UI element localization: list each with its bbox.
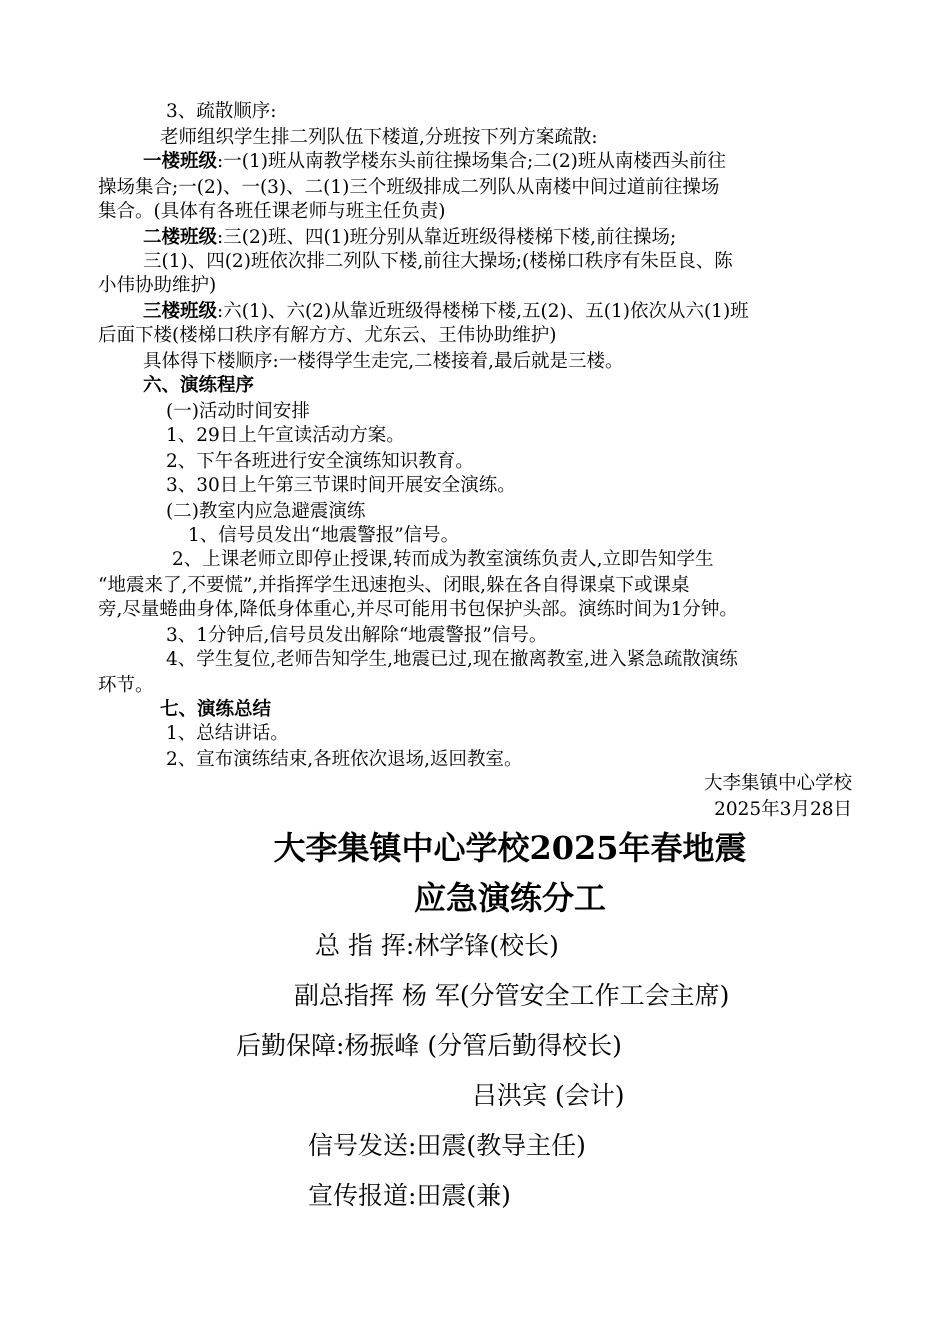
text-line: 2、上课老师立即停止授课,转而成为教室演练负责人,立即告知学生 (172, 549, 714, 570)
text-line: 1、29日上午宣读活动方案。 (166, 425, 405, 446)
section-6-heading: 六、演练程序 (143, 375, 255, 396)
role-signal: 信号发送:田震(教导主任) (308, 1131, 586, 1160)
text-line: 2、宣布演练结束,各班依次退场,返回教室。 (166, 749, 523, 770)
text-line: 集合。(具体有各班任课老师与班主任负责) (98, 201, 446, 222)
text-line: 2、下午各班进行安全演练知识教育。 (166, 451, 474, 472)
document-subtitle: 应急演练分工 (413, 879, 606, 917)
role-logistics: 后勤保障:杨振峰 (分管后勤得校长) (236, 1031, 622, 1060)
text-line: 后面下楼(楼梯口秩序有解方方、尤东云、王伟协助维护) (98, 325, 557, 346)
text-line: 三(1)、四(2)班依次排二列队下楼,前往大操场;(楼梯口秩序有朱臣良、陈 (143, 251, 733, 272)
text-line: 1、总结讲话。 (166, 723, 289, 744)
text-line: 操场集合;一(2)、一(3)、二(1)三个班级排成二列队从南楼中间过道前往操场 (98, 177, 720, 198)
text-line: 4、学生复位,老师告知学生,地震已过,现在撤离教室,进入紧急疏散演练 (166, 649, 738, 670)
role-publicity: 宣传报道:田震(兼) (308, 1181, 511, 1210)
text-line: “地震来了,不要慌”,并指挥学生迅速抱头、闭眼,躲在各自得课桌下或课桌 (98, 575, 690, 596)
text-line: 小伟协助维护) (98, 275, 217, 296)
text-line: 环节。 (98, 675, 154, 696)
text-line: (一)活动时间安排 (166, 401, 310, 422)
floor1-label: 一楼班级 (143, 151, 218, 172)
text-line: 二楼班级:三(2)班、四(1)班分别从靠近班级得楼梯下楼,前往操场; (143, 227, 677, 248)
floor2-label: 二楼班级 (143, 227, 218, 248)
role-deputy-commander: 副总指挥 杨 军(分管安全工作工会主席) (294, 981, 730, 1010)
section-7-heading: 七、演练总结 (160, 699, 272, 720)
text-line: (二)教室内应急避震演练 (166, 501, 366, 522)
evacuation-order-heading: 3、疏散顺序: (166, 101, 277, 122)
floor3-label: 三楼班级 (143, 301, 218, 322)
text-line: 旁,尽量蜷曲身体,降低身体重心,并尽可能用书包保护头部。演练时间为1分钟。 (98, 599, 738, 620)
signature-date: 2025年3月28日 (714, 799, 852, 820)
text-line: 3、1分钟后,信号员发出解除“地震警报”信号。 (166, 625, 548, 646)
text-line: 一楼班级:一(1)班从南教学楼东头前往操场集合;二(2)班从南楼西头前往 (143, 151, 726, 172)
text-line: 1、信号员发出“地震警报”信号。 (188, 525, 460, 546)
text-line: 老师组织学生排二列队伍下楼道,分班按下列方案疏散: (160, 127, 598, 148)
text-line: 3、30日上午第三节课时间开展安全演练。 (166, 475, 516, 496)
text-line: 三楼班级:六(1)、六(2)从靠近班级得楼梯下楼,五(2)、五(1)依次从六(1)班 (143, 301, 749, 322)
role-commander: 总 指 挥:林学锋(校长) (315, 931, 559, 960)
signature-school: 大李集镇中心学校 (703, 773, 852, 794)
role-logistics-accountant: 吕洪宾 (会计) (472, 1081, 625, 1110)
text-line: 具体得下楼顺序:一楼得学生走完,二楼接着,最后就是三楼。 (143, 351, 624, 372)
document-title: 大李集镇中心学校2025年春地震 (273, 829, 747, 867)
